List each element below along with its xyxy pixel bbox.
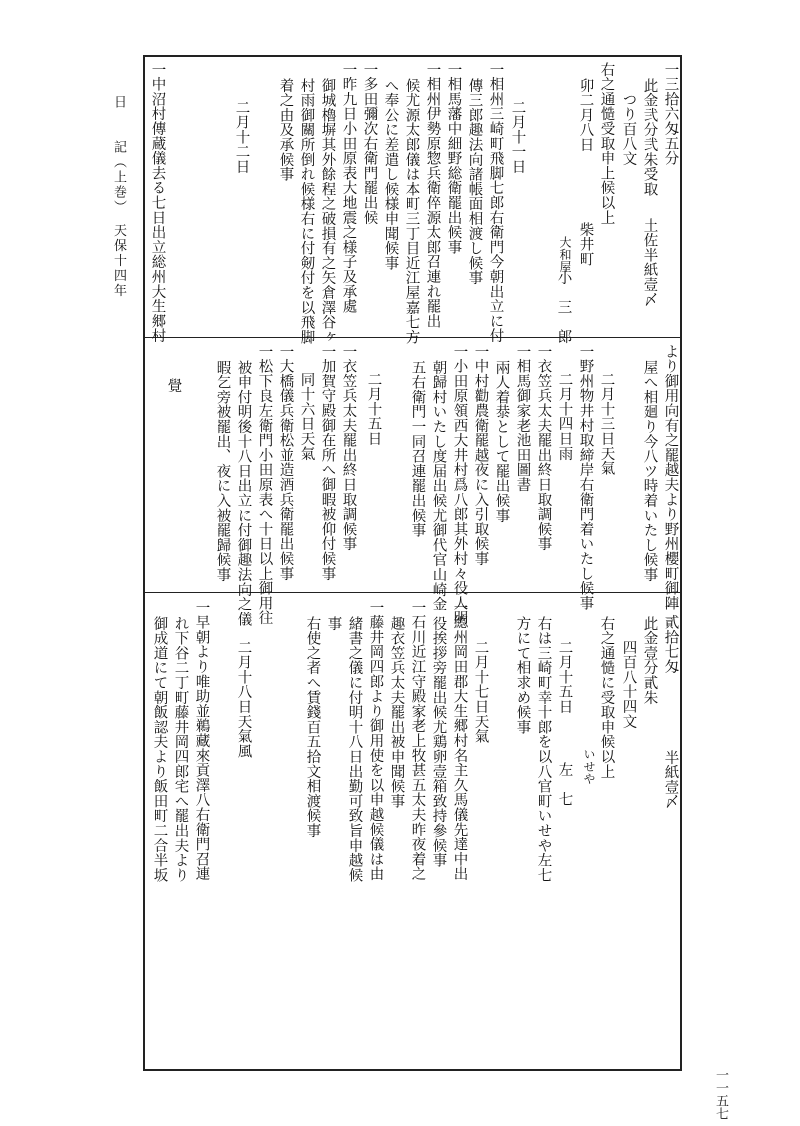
text-line: 半紙壹〆 <box>662 750 679 810</box>
text-line: 一相州伊勢原惣兵衛倅源太郎召連れ罷出 <box>424 62 441 329</box>
text-line: 方にて相求め候事 <box>514 616 531 735</box>
text-line: 傳三郎趣法向諸帳面相渡し候事 <box>466 78 483 286</box>
section-divider-bottom <box>143 592 682 593</box>
date-heading: 二月十二日 <box>233 100 250 174</box>
text-line: 土佐半紙壹〆 <box>641 218 658 307</box>
text-line: いせや <box>582 748 596 785</box>
date-heading: 二月十七日天氣 <box>472 640 489 744</box>
text-line: 一衣笠兵太夫罷出終日取調候事 <box>340 344 357 552</box>
text-line: 一相州三崎町飛脚七郎右衛門今朝出立に付 <box>487 62 504 344</box>
text-line: 候尤源太郎儀は本町三丁目近江屋嘉七方 <box>403 78 420 345</box>
text-line: 一加賀守殿御在所へ御暇被仰付候事 <box>319 344 336 581</box>
date-heading: 二月十五日 <box>556 640 573 714</box>
text-line: 右之通慥に受取申候以上 <box>598 616 615 779</box>
running-head: 日 記（上巻） 天保十四年 <box>111 95 126 299</box>
text-line: 暇乞旁被罷出、夜に入被罷歸候事 <box>214 360 231 582</box>
text-line: 柴井町 <box>577 222 594 267</box>
text-line: 此金弐分弐朱受取 <box>641 78 658 197</box>
text-line: 屋へ相廻り今八ツ時着いたし候事 <box>641 360 658 582</box>
text-line: 右之通慥受取申上候以上 <box>598 62 615 225</box>
text-line: 一石川近江守殿家老上牧甚五太夫昨夜着之 <box>409 600 426 882</box>
text-line: つり百八文 <box>620 92 637 166</box>
text-line: 兩人着㳟として罷出候事 <box>493 360 510 523</box>
text-line: 五右衛門一同召連罷出候事 <box>409 360 426 538</box>
text-line: 一松下良左衛門小田原表へ十日以上御用往 <box>256 344 273 626</box>
text-line: 御成道にて朝飯認夫より飯田町二合半坂 <box>151 616 168 883</box>
date-heading: 二月十四日雨 <box>556 372 573 461</box>
text-line: 事 <box>325 616 342 631</box>
text-line: 緒書之儀に付明十八日出勤可致旨申越候 <box>346 616 363 883</box>
text-line: 一中沼村傳蔵儀去る七日出立総州大生郷村 <box>149 62 166 344</box>
text-line: 一小田原領西大井村爲八郎其外村々役人明 <box>451 344 468 626</box>
text-line: 大和屋 <box>558 236 572 273</box>
text-line: 一貳拾七匁 <box>662 600 679 674</box>
section-heading: 覺 <box>165 378 182 393</box>
date-heading: 二月十一日 <box>509 100 526 174</box>
text-line: 此金壹分貳朱 <box>641 616 658 705</box>
text-line: 右使之者へ賃錢百五拾文相渡候事 <box>304 616 321 838</box>
text-line: より御用向有之罷越夫より野州櫻町御陣 <box>662 344 679 611</box>
text-line: 一多田彌次右衛門罷出候 <box>361 62 378 225</box>
text-line: 着之由及承候事 <box>277 78 294 182</box>
text-line: 趣衣笠兵太夫罷出被申聞候事 <box>388 616 405 809</box>
text-line: 被申付明後十八日出立に付御趣法向之儀 <box>235 360 252 627</box>
text-line: 一總州岡田郡大生郷村名主久馬儀先達中出 <box>451 600 468 882</box>
text-line: 一三拾六匁五分 <box>662 62 679 166</box>
text-line: 一相馬御家老池田圖書 <box>514 344 531 492</box>
text-line: 村雨御關所倒れ候様右に付剱付を以飛脚 <box>298 78 315 345</box>
text-line: 一相馬藩中細野総衛罷出候事 <box>445 62 462 255</box>
text-line: 右は三崎町幸十郎を以八官町いせや左七 <box>535 616 552 883</box>
text-line: 一大橋儀兵衛松並造酒兵衛罷出候事 <box>277 344 294 581</box>
date-heading: 同十六日天氣 <box>298 372 315 461</box>
text-line: れ下谷二丁町藤井岡四郎宅へ罷出夫より <box>172 616 189 883</box>
text-line: へ奉公に差遣し候様申聞候事 <box>382 78 399 271</box>
text-line: 一昨九日小田原表大地震之様子及承處 <box>340 62 357 314</box>
date-heading: 二月十八日天氣風 <box>235 640 252 759</box>
text-line: 左 七 <box>556 762 573 807</box>
date-heading: 二月十三日天氣 <box>598 372 615 476</box>
text-line: 朝歸村いたし度届出候尤御代官山崎金 <box>430 360 447 612</box>
text-line: 小 三 郎 <box>555 270 572 344</box>
text-line: 四百八十四文 <box>620 640 637 729</box>
page-number: 一一五七 <box>713 1068 728 1120</box>
text-line: 役挨拶旁罷出候尤鶏卵壹箱致持參候事 <box>430 616 447 868</box>
text-line: 一野州物井村取締岸右衛門着いたし候事 <box>577 344 594 611</box>
text-line: 一中村勸農衛罷越夜に入引取候事 <box>472 344 489 566</box>
text-line: 一早朝より唯助並鵜藏來貢澤八右衛門召連 <box>193 600 210 882</box>
text-line: 御城櫓塀其外餘程之破損有之矢倉澤谷ヶ <box>319 78 336 345</box>
date-heading: 二月十五日 <box>365 372 382 446</box>
text-line: 一衣笠兵太夫罷出終日取調候事 <box>535 344 552 552</box>
text-line: 卯二月八日 <box>577 78 594 152</box>
text-line: 一藤井岡四郎より御用使を以申越候儀は由 <box>367 600 384 882</box>
